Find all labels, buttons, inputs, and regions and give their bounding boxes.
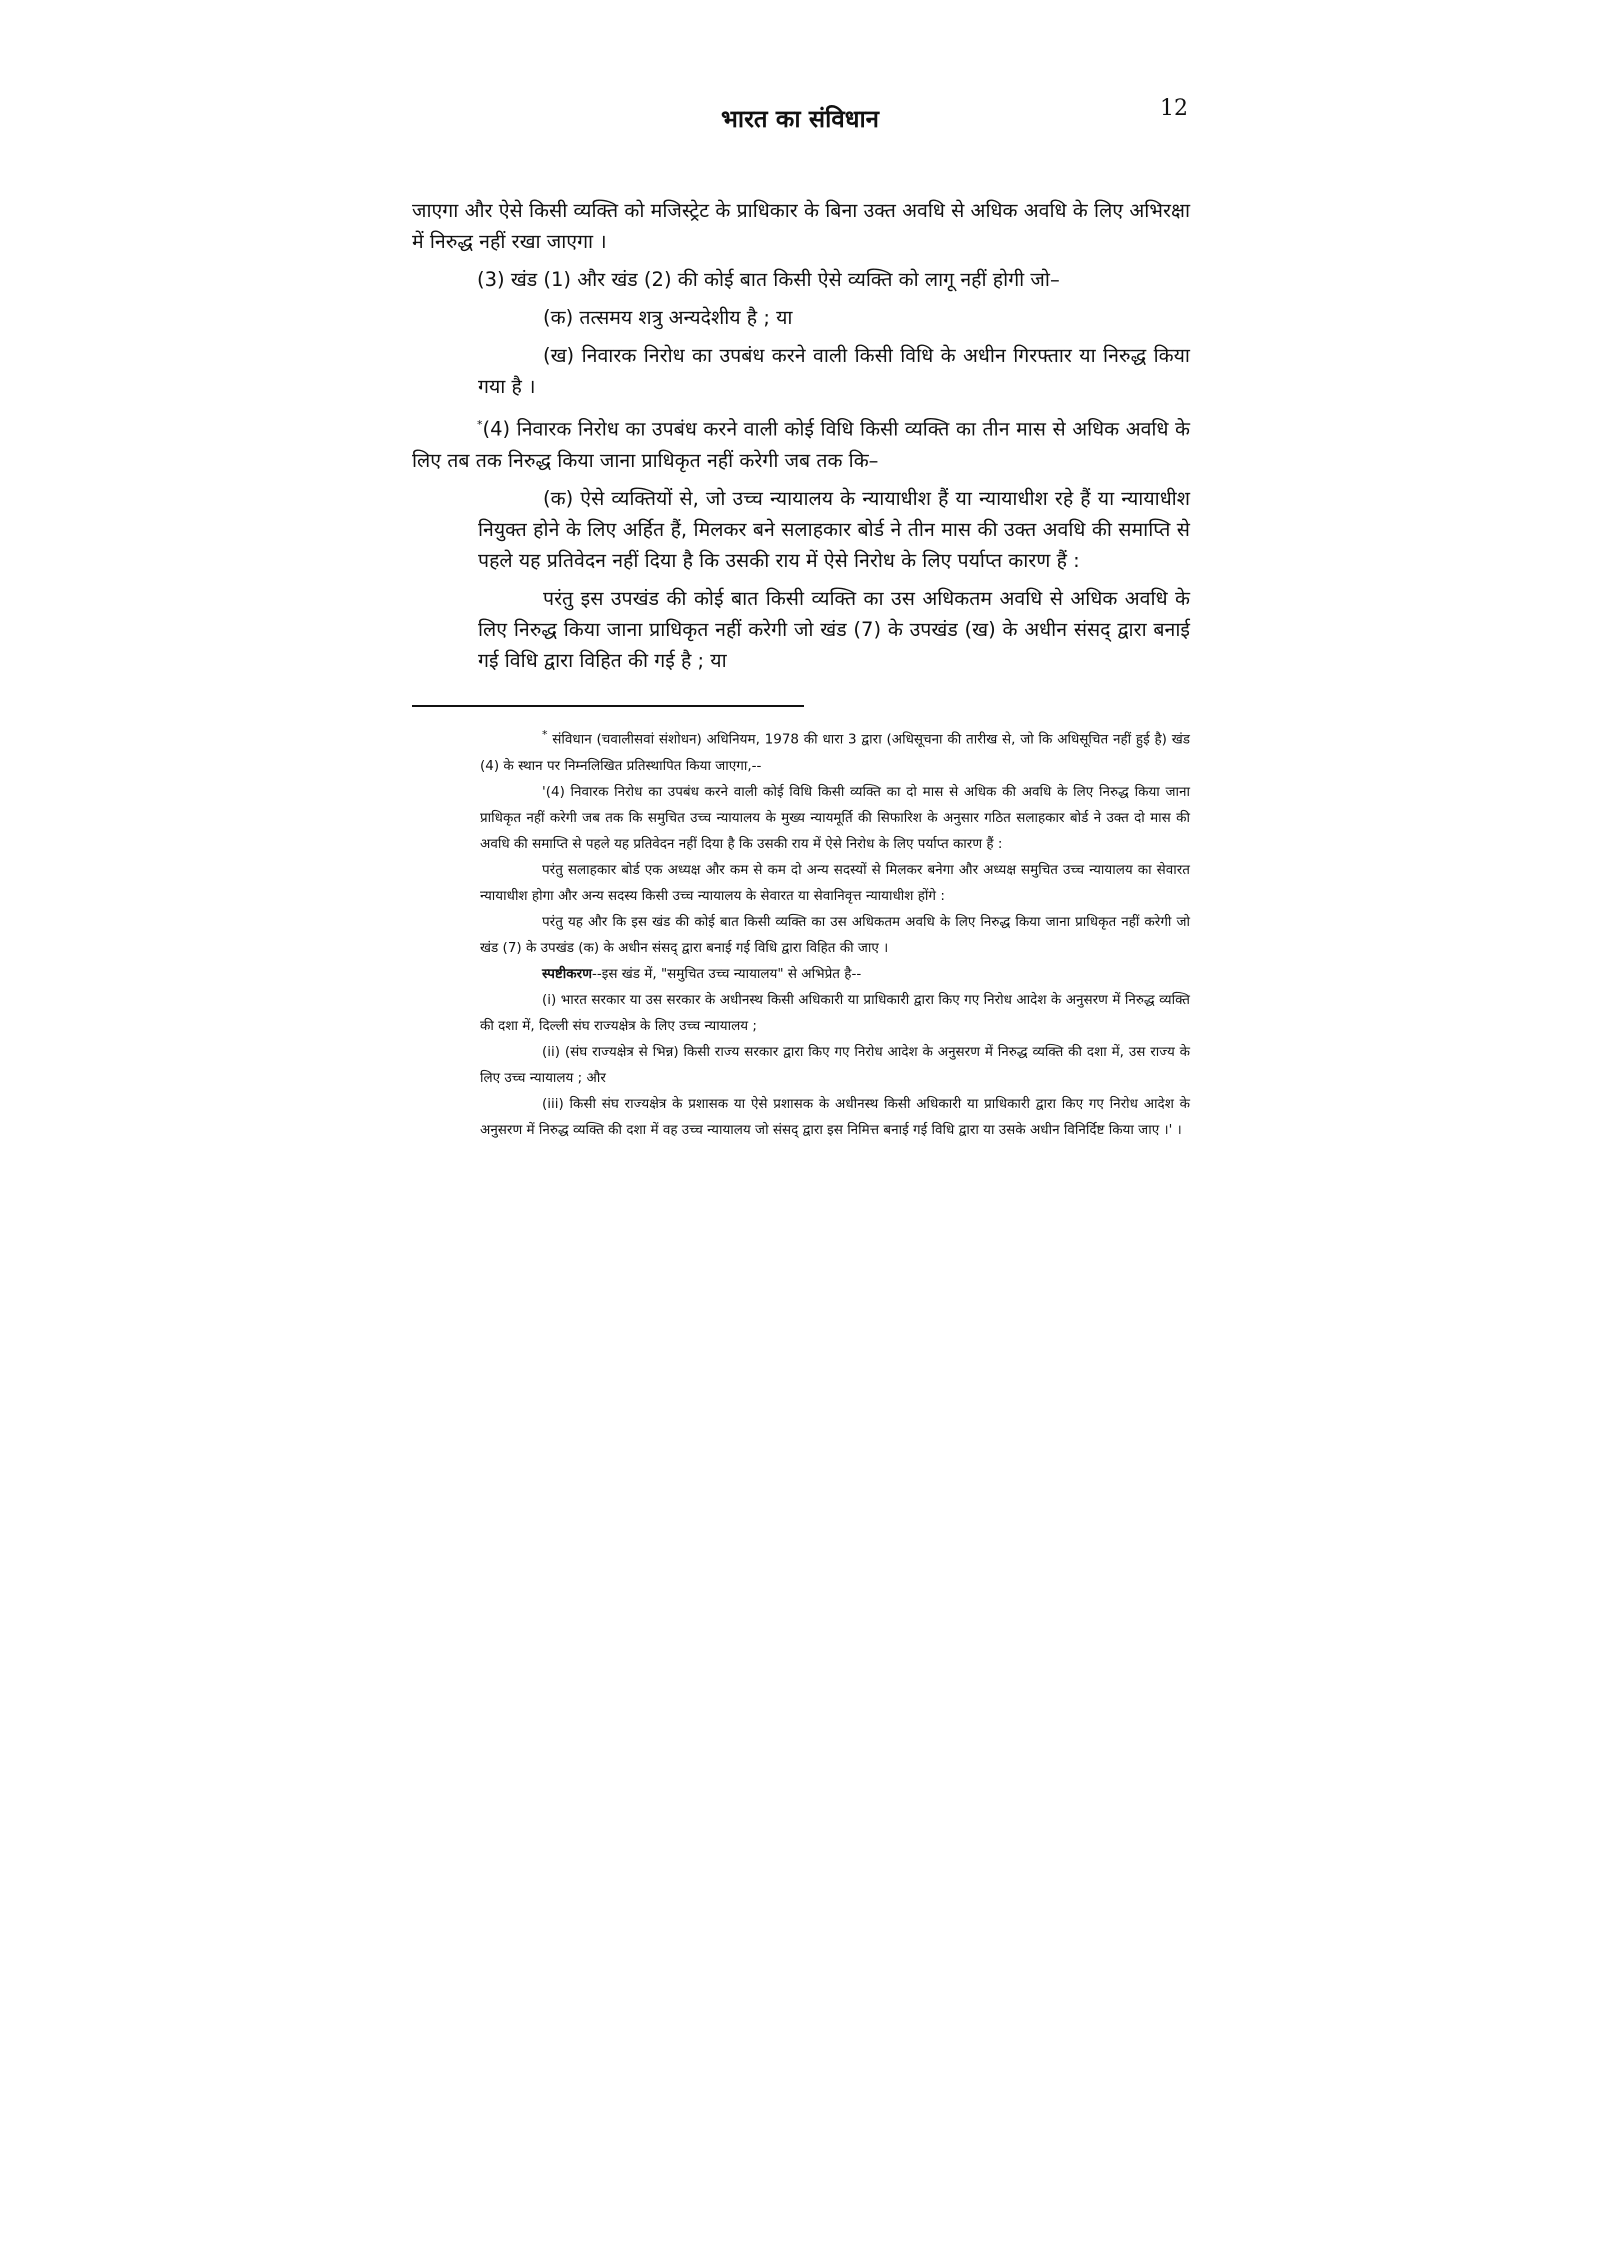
footnote-block xyxy=(480,722,1190,1143)
footnote-marker: * xyxy=(542,728,548,741)
footnote-marker: * xyxy=(477,418,483,431)
footnote-item-ii: (ii) (संघ राज्यक्षेत्र से भिन्न) किसी राज्य सरकार द्वारा किए गए निरोध आदेश के अनुसरण में निरुद्ध व्यक्ति की दशा में, उस राज्य के लिए उच्च न्यायालय ; और xyxy=(480,1043,1190,1086)
footnote-proviso-1: परंतु सलाहकार बोर्ड एक अध्यक्ष और कम से कम दो अन्य सदस्यों से मिलकर बनेगा और अध्यक्ष समुचित उच्च न्यायालय का सेवारत न्यायाधीश होगा और अन्य सदस्य किसी उच्च न्यायालय के सेवारत या सेवानिवृत्त न्यायाधीश होंगे : xyxy=(480,861,1190,904)
explanation-text: --इस खंड में, "समुचित उच्च न्यायालय" से अभिप्रेत है-- xyxy=(591,965,862,982)
footnote-clause-4: '(4) निवारक निरोध का उपबंध करने वाली कोई विधि किसी व्यक्ति का दो मास से अधिक की अवधि के लिए निरुद्ध किया जाना प्राधिकृत नहीं करेगी जब तक कि समुचित उच्च न्यायालय के मुख्य न्यायमूर्ति की सिफारिश के अनुसार गठित सलाहकार बोर्ड ने उक्त दो मास की अवधि की समाप्ति से पहले यह प्रतिवेदन नहीं दिया है कि उसकी राय में ऐसे निरोध के लिए पर्याप्त कारण हैं : xyxy=(480,783,1190,852)
clause-4 xyxy=(412,409,1190,476)
footnote-intro-text: संविधान (चवालीसवां संशोधन) अधिनियम, 1978 की धारा 3 द्वारा (अधिसूचना की तारीख से, जो कि अधिसूचित नहीं हुई है) खंड (4) के स्थान पर निम्नलिखित प्रतिस्थापित किया जाएगा,-- xyxy=(480,731,1190,774)
subclause-ka: (क) तत्समय शत्रु अन्यदेशीय है ; या xyxy=(543,306,793,329)
page-title: भारत का संविधान xyxy=(720,105,880,133)
footnote-proviso-2: परंतु यह और कि इस खंड की कोई बात किसी व्यक्ति का उस अधिकतम अवधि के लिए निरुद्ध किया जाना प्राधिकृत नहीं करेगी जो खंड (7) के उपखंड (क) के अधीन संसद् द्वारा बनाई गई विधि द्वारा विहित की जाए । xyxy=(480,913,1190,956)
footnote-item-iii: (iii) किसी संघ राज्यक्षेत्र के प्रशासक या ऐसे प्रशासक के अधीनस्थ किसी अधिकारी या प्राधिकारी द्वारा किए गए निरोध आदेश के अनुसरण में निरुद्ध व्यक्ति की दशा में वह उच्च न्यायालय जो संसद् द्वारा इस निमित्त बनाई गई विधि द्वारा या उसके अधीन विनिर्दिष्ट किया जाए ।' । xyxy=(480,1095,1190,1138)
main-text xyxy=(412,195,1190,683)
footnote-item-i: (i) भारत सरकार या उस सरकार के अधीनस्थ किसी अधिकारी या प्राधिकारी द्वारा किए गए निरोध आदेश के अनुसरण में निरुद्ध व्यक्ति की दशा में, दिल्ली संघ राज्यक्षेत्र के लिए उच्च न्यायालय ; xyxy=(480,991,1190,1034)
clause-3: (3) खंड (1) और खंड (2) की कोई बात किसी ऐसे व्यक्ति को लागू नहीं होगी जो– xyxy=(477,268,1060,291)
clause-4-subclause-ka: (क) ऐसे व्यक्तियों से, जो उच्च न्यायालय के न्यायाधीश हैं या न्यायाधीश रहे हैं या न्यायाधीश नियुक्त होने के लिए अर्हित हैं, मिलकर बने सलाहकार बोर्ड ने तीन मास की उक्त अवधि की समाप्ति से पहले यह प्रतिवेदन नहीं दिया है कि उसकी राय में ऐसे निरोध के लिए पर्याप्त कारण हैं : xyxy=(478,486,1190,572)
proviso: परंतु इस उपखंड की कोई बात किसी व्यक्ति का उस अधिकतम अवधि से अधिक अवधि के लिए निरुद्ध किया जाना प्राधिकृत नहीं करेगी जो खंड (7) के उपखंड (ख) के अधीन संसद् द्वारा बनाई गई विधि द्वारा विहित की गई है ; या xyxy=(478,586,1190,672)
footnote-intro xyxy=(480,722,1190,779)
paragraph-continuation: जाएगा और ऐसे किसी व्यक्ति को मजिस्ट्रेट के प्राधिकार के बिना उक्त अवधि से अधिक अवधि के लिए अभिरक्षा में निरुद्ध नहीं रखा जाएगा । xyxy=(412,199,1190,253)
clause-4-text: (4) निवारक निरोध का उपबंध करने वाली कोई विधि किसी व्यक्ति का तीन मास से अधिक अवधि के लिए तब तक निरुद्ध किया जाना प्राधिकृत नहीं करेगी जब तक कि– xyxy=(412,417,1190,472)
page-number: 12 xyxy=(1160,96,1188,121)
subclause-kha: (ख) निवारक निरोध का उपबंध करने वाली किसी विधि के अधीन गिरफ्तार या निरुद्ध किया गया है । xyxy=(478,344,1190,398)
footnote-divider xyxy=(412,705,804,707)
explanation-label: स्पष्टीकरण xyxy=(542,965,592,982)
footnote-explanation xyxy=(480,961,1190,987)
